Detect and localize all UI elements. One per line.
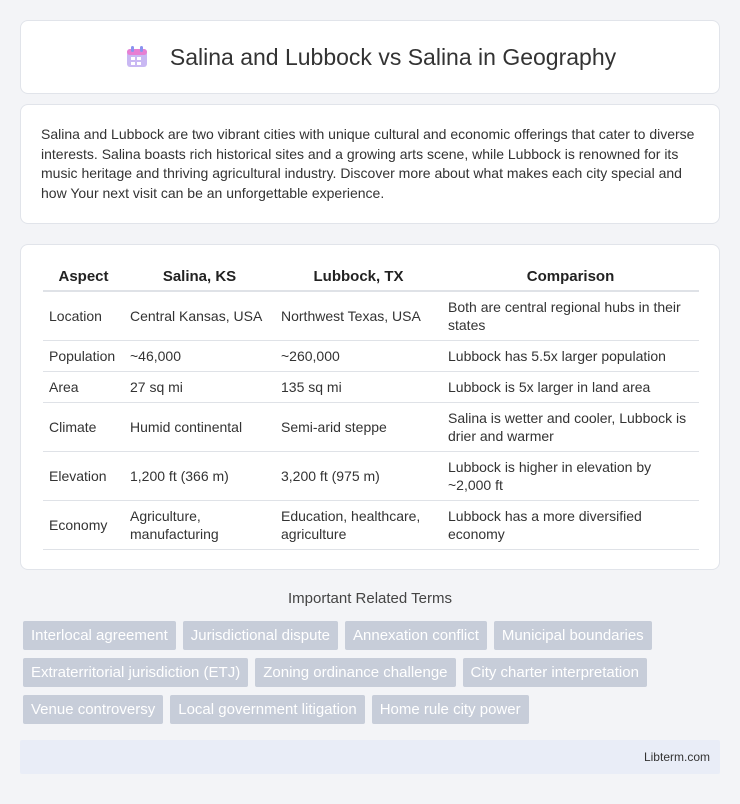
related-term-tag[interactable]: Local government litigation: [170, 695, 364, 724]
table-cell: Salina is wetter and cooler, Lubbock is drier and warmer: [442, 403, 699, 452]
table-cell: Central Kansas, USA: [124, 292, 275, 341]
table-header-cell: Salina, KS: [124, 265, 275, 292]
related-term-tag[interactable]: Interlocal agreement: [23, 621, 176, 650]
table-cell: Agriculture, manufacturing: [124, 501, 275, 550]
calendar-icon: [124, 44, 150, 70]
table-cell: Elevation: [43, 452, 124, 501]
related-terms-list: [23, 621, 723, 724]
comparison-table-card: [20, 244, 720, 570]
related-term-tag[interactable]: Annexation conflict: [345, 621, 487, 650]
related-term-tag[interactable]: Venue controversy: [23, 695, 163, 724]
table-cell: Climate: [43, 403, 124, 452]
table-header-cell: Aspect: [43, 265, 124, 292]
table-cell: Population: [43, 341, 124, 372]
table-cell: ~260,000: [275, 341, 442, 372]
table-cell: 1,200 ft (366 m): [124, 452, 275, 501]
page-title: Salina and Lubbock vs Salina in Geography: [169, 43, 617, 70]
table-cell: Both are central regional hubs in their states: [442, 292, 699, 341]
table-cell: Economy: [43, 501, 124, 550]
table-cell: Semi-arid steppe: [275, 403, 442, 452]
related-terms-title: Important Related Terms: [288, 590, 452, 607]
table-row: [43, 372, 699, 403]
table-cell: 3,200 ft (975 m): [275, 452, 442, 501]
table-cell: Education, healthcare, agriculture: [275, 501, 442, 550]
table-cell: Lubbock has a more diversified economy: [442, 501, 699, 550]
intro-text: Salina and Lubbock are two vibrant cities with unique cultural and economic offerings that cater to diverse interests. Salina boasts rich historical sites and a growing arts scene, while Lubbock is renowned for its music heritage and thriving agricultural industry. Discover more about what makes each city special and how Your next visit can be an unforgettable experience.: [41, 126, 695, 201]
table-cell: Lubbock is 5x larger in land area: [442, 372, 699, 403]
related-term-tag[interactable]: Municipal boundaries: [494, 621, 652, 650]
table-header-cell: Comparison: [442, 265, 699, 292]
table-cell: Northwest Texas, USA: [275, 292, 442, 341]
intro-card: [20, 104, 720, 224]
table-cell: 27 sq mi: [124, 372, 275, 403]
table-row: [43, 501, 699, 550]
table-cell: Area: [43, 372, 124, 403]
table-row: [43, 403, 699, 452]
related-term-tag[interactable]: Extraterritorial jurisdiction (ETJ): [23, 658, 248, 687]
related-term-tag[interactable]: Jurisdictional dispute: [183, 621, 338, 650]
footer: [20, 740, 720, 774]
table-cell: Humid continental: [124, 403, 275, 452]
title-card: [20, 20, 720, 94]
table-row: [43, 452, 699, 501]
table-cell: Lubbock is higher in elevation by ~2,000 ft: [442, 452, 699, 501]
table-cell: Lubbock has 5.5x larger population: [442, 341, 699, 372]
comparison-table: [43, 265, 699, 550]
table-cell: Location: [43, 292, 124, 341]
related-term-tag[interactable]: Home rule city power: [372, 695, 529, 724]
table-row: [43, 292, 699, 341]
related-term-tag[interactable]: Zoning ordinance challenge: [255, 658, 455, 687]
related-term-tag[interactable]: City charter interpretation: [463, 658, 647, 687]
table-cell: 135 sq mi: [275, 372, 442, 403]
table-header-cell: Lubbock, TX: [275, 265, 442, 292]
table-cell: ~46,000: [124, 341, 275, 372]
table-header-row: [43, 265, 699, 292]
footer-brand-link[interactable]: Libterm.com: [643, 750, 710, 764]
table-row: [43, 341, 699, 372]
